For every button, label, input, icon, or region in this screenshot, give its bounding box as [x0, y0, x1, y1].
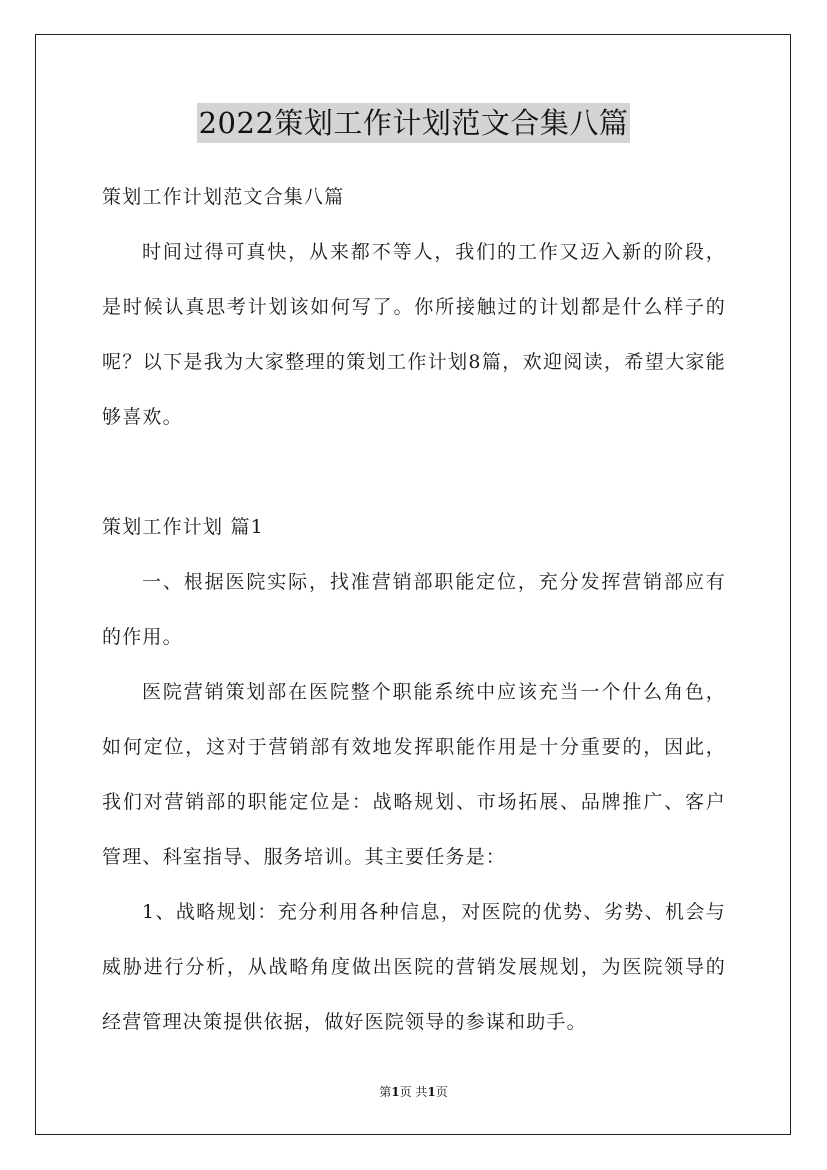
- footer-page-prefix: 第: [379, 1085, 392, 1099]
- title-container: [0, 103, 827, 143]
- section-heading: 策划工作计划 篇1: [102, 516, 264, 538]
- paragraph-spacer: [102, 445, 726, 500]
- footer-page-total: 1: [427, 1085, 436, 1099]
- document-body: [102, 170, 726, 1050]
- body-paragraph-3: 1、战略规划：充分利用各种信息，对医院的优势、劣势、机会与威胁进行分析，从战略角度做出医院的营销发展规划，为医院领导的经营管理决策提供依据，做好医院领导的参谋和助手。: [102, 901, 726, 1033]
- intro-paragraph: 时间过得可真快，从来都不等人，我们的工作又迈入新的阶段，是时候认真思考计划该如何写了。你所接触过的计划都是什么样子的呢？以下是我为大家整理的策划工作计划8篇，欢迎阅读，希望大家能够喜欢。: [102, 241, 726, 428]
- footer-page-suffix: 页: [435, 1085, 448, 1099]
- document-subtitle: 策划工作计划范文合集八篇: [102, 186, 345, 208]
- body-paragraph-1: 一、根据医院实际，找准营销部职能定位，充分发挥营销部应有的作用。: [102, 571, 726, 648]
- footer-page-mid: 页 共: [399, 1085, 428, 1099]
- body-paragraph-2: 医院营销策划部在医院整个职能系统中应该充当一个什么角色，如何定位，这对于营销部有效地发挥职能作用是十分重要的，因此，我们对营销部的职能定位是：战略规划、市场拓展、品牌推广、客户管理、科室指导、服务培训。其主要任务是：: [102, 681, 726, 868]
- footer-page-current: 1: [391, 1085, 400, 1099]
- document-title: 2022策划工作计划范文合集八篇: [197, 103, 631, 143]
- page-footer: [0, 1084, 827, 1100]
